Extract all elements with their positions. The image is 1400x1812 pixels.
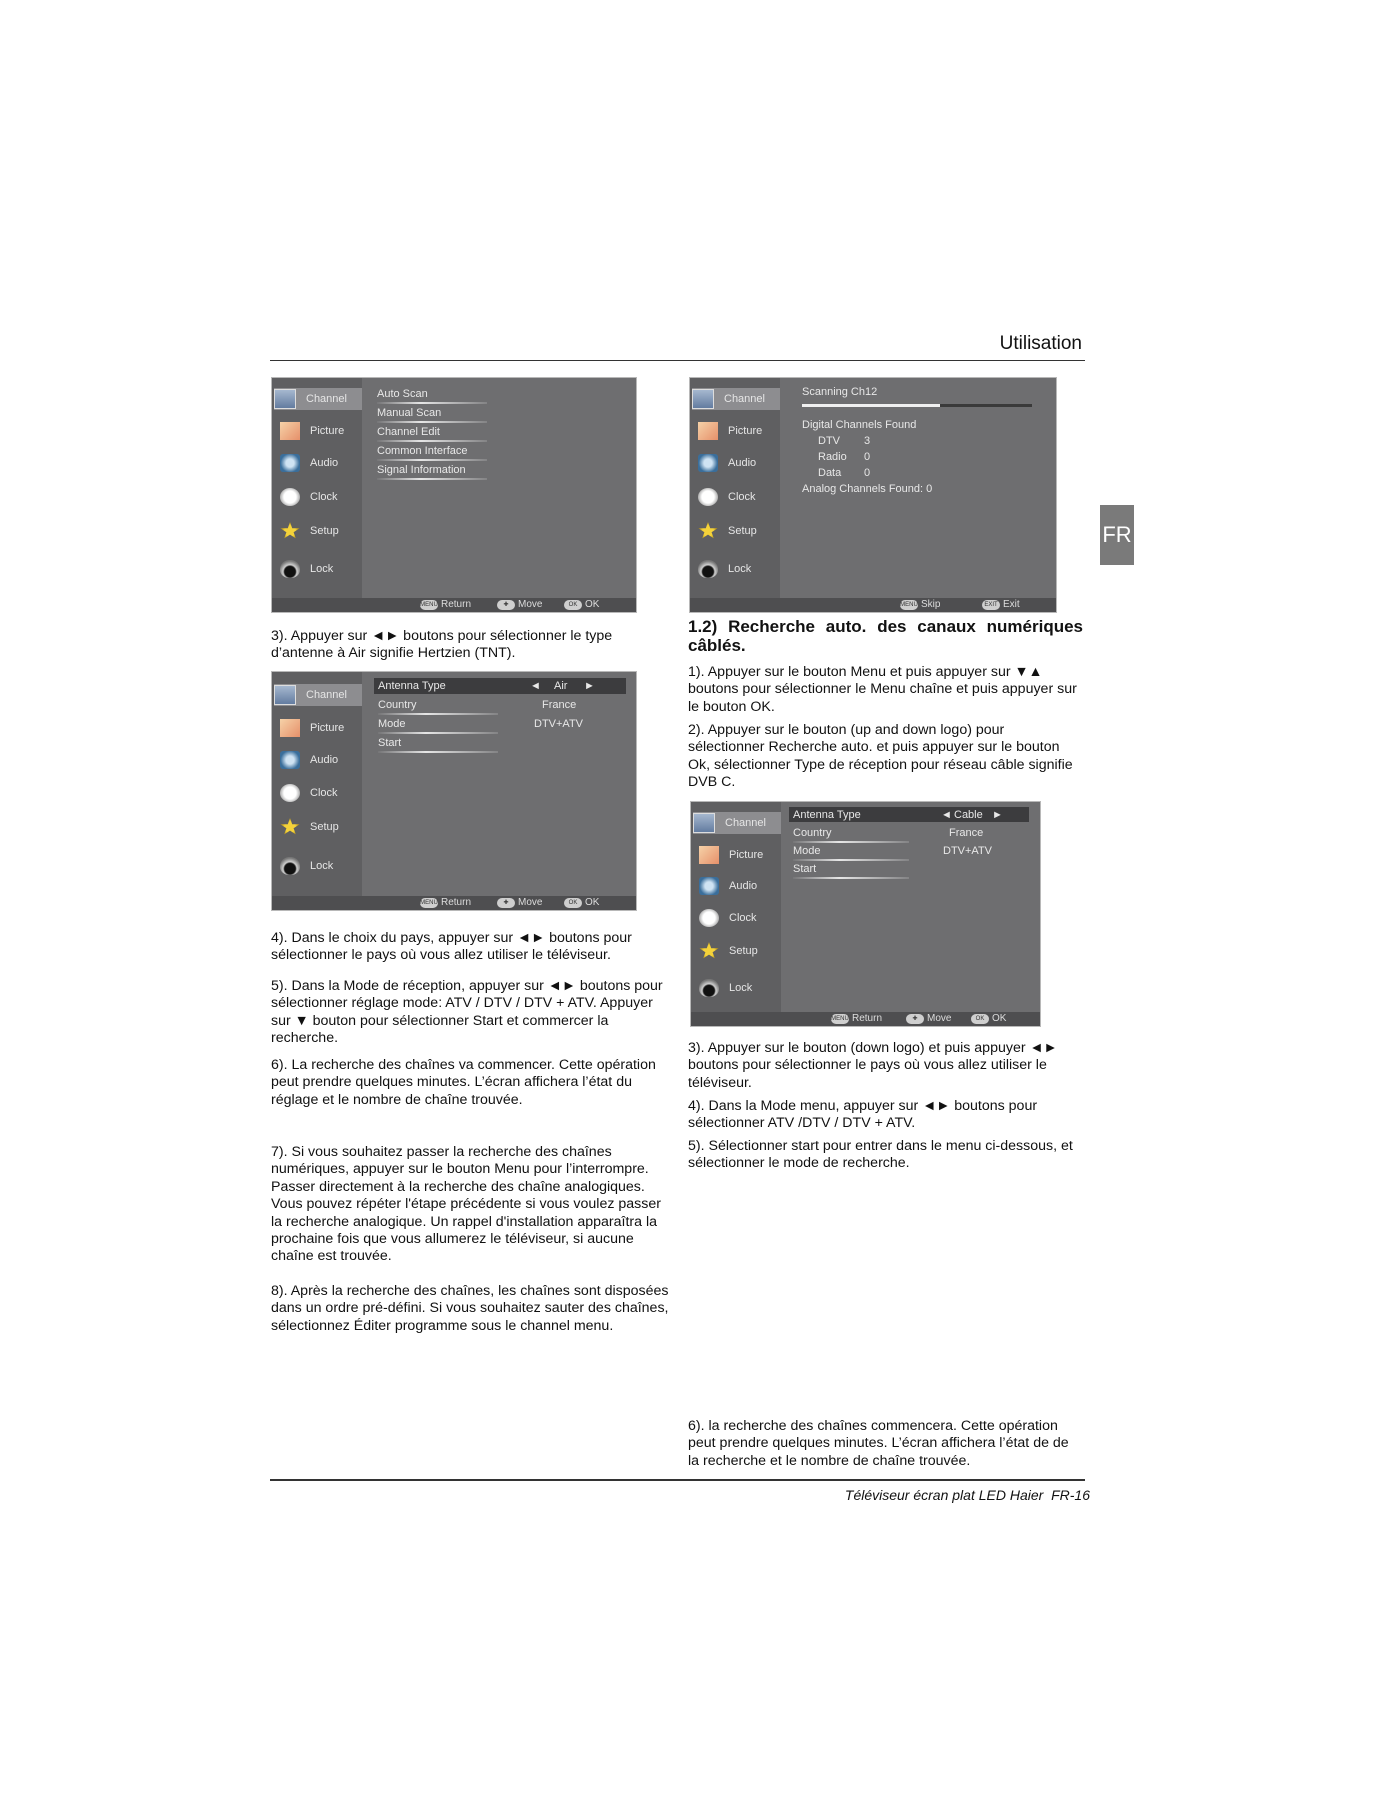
tv-screen-antenna-cable bbox=[690, 801, 1041, 1027]
button-hint-bar bbox=[272, 598, 636, 612]
menu-key-icon: MENU bbox=[420, 601, 438, 608]
sidebar-item-picture[interactable] bbox=[698, 420, 780, 442]
clock-icon bbox=[699, 909, 719, 927]
menu-item-auto-scan[interactable]: Auto Scan bbox=[377, 388, 428, 400]
clock-icon bbox=[698, 488, 718, 506]
sidebar-label: Audio bbox=[729, 880, 758, 892]
tv-screen-antenna-air bbox=[271, 671, 637, 911]
sidebar-item-lock[interactable] bbox=[698, 558, 780, 580]
step-7-skip: 7). Si vous souhaitez passer la recherche des chaînes numériques, appuyer sur le bouton Menu pour l’interrompre. Passer directement à la recherche des chaîne analogiques. Vous pouvez répéter l'étape précédente si vous voulez passer la recherche analogique. Un rappel d'installation apparaîtra la prochaine fois que vous allumerez le téléviseur, si aucune chaîne est trouvée. bbox=[271, 1144, 661, 1265]
lock-icon bbox=[280, 560, 300, 578]
menu-item-manual-scan[interactable]: Manual Scan bbox=[377, 407, 442, 419]
sidebar-item-setup[interactable] bbox=[699, 940, 781, 962]
exit-key-icon: EXIT bbox=[982, 600, 1000, 610]
antenna-type-label: Antenna Type bbox=[378, 680, 446, 692]
sidebar-item-audio[interactable] bbox=[280, 452, 362, 474]
data-label: Data bbox=[818, 467, 842, 479]
lock-icon bbox=[699, 979, 719, 997]
menu-key-icon: MENU bbox=[420, 899, 438, 906]
tv-icon bbox=[274, 685, 296, 705]
sidebar-label: Clock bbox=[729, 912, 757, 924]
tv-icon bbox=[692, 389, 714, 409]
divider bbox=[377, 440, 487, 442]
sidebar-label: Picture bbox=[728, 425, 763, 437]
radio-label: Radio bbox=[818, 451, 847, 463]
sidebar-item-picture[interactable] bbox=[280, 717, 362, 739]
hint-ok: OK OK bbox=[564, 599, 599, 610]
sidebar-label: Audio bbox=[310, 754, 339, 766]
mode-label: Mode bbox=[378, 718, 406, 730]
ok-key-icon: OK bbox=[564, 600, 582, 610]
move-key-icon: ✚ bbox=[497, 898, 515, 908]
divider bbox=[378, 751, 498, 753]
audio-icon bbox=[699, 877, 719, 895]
step-6-search: 6). La recherche des chaînes va commencer. Cette opération peut prendre quelques minutes. L’écran affichera l’état du réglage et le nombre de chaîne trouvée. bbox=[271, 1057, 656, 1108]
sidebar-item-lock[interactable] bbox=[280, 855, 362, 877]
picture-icon bbox=[699, 846, 719, 864]
dtv-count: 3 bbox=[864, 435, 871, 447]
mode-value[interactable]: DTV+ATV bbox=[534, 718, 584, 730]
sidebar-label: Clock bbox=[310, 787, 338, 799]
step-3-country: 3). Appuyer sur le bouton (down logo) et puis appuyer ◄► boutons pour sélectionner le pays où vous allez utiliser le téléviseur. bbox=[688, 1040, 1058, 1091]
analog-channels-found: Analog Channels Found: 0 bbox=[802, 483, 933, 495]
data-count: 0 bbox=[864, 467, 871, 479]
button-hint-bar bbox=[272, 896, 636, 910]
sidebar-label: Setup bbox=[310, 525, 339, 537]
ok-key-icon: OK bbox=[971, 1014, 989, 1024]
arrow-left-icon[interactable]: ◄ bbox=[941, 809, 952, 821]
divider bbox=[377, 402, 487, 404]
move-key-icon: ✚ bbox=[906, 1014, 924, 1024]
menu-sidebar bbox=[272, 672, 362, 896]
menu-sidebar bbox=[272, 378, 362, 598]
sidebar-label: Lock bbox=[310, 563, 334, 575]
picture-icon bbox=[280, 422, 300, 440]
divider bbox=[793, 877, 909, 879]
antenna-type-value[interactable]: Cable bbox=[954, 809, 983, 821]
menu-item-common-interface[interactable]: Common Interface bbox=[377, 445, 468, 457]
sidebar-label: Setup bbox=[728, 525, 757, 537]
sidebar-label: Lock bbox=[728, 563, 752, 575]
step-2-auto: 2). Appuyer sur le bouton (up and down logo) pour sélectionner Recherche auto. et puis appuyer sur le bouton Ok, sélectionner Type de réception pour réseau câble signifie DVB C. bbox=[688, 722, 1073, 791]
sidebar-label: Clock bbox=[310, 491, 338, 503]
menu-key-icon: MENU bbox=[831, 1015, 849, 1022]
tv-screen-channel-menu bbox=[271, 377, 637, 613]
hint-exit: EXIT Exit bbox=[982, 599, 1020, 610]
move-key-icon: ✚ bbox=[497, 600, 515, 610]
sidebar-item-setup[interactable] bbox=[280, 520, 362, 542]
country-value[interactable]: France bbox=[542, 699, 577, 711]
divider bbox=[377, 459, 487, 461]
sidebar-item-channel[interactable] bbox=[274, 684, 362, 706]
clock-icon bbox=[280, 488, 300, 506]
setup-star-icon bbox=[280, 818, 300, 836]
arrow-left-icon[interactable]: ◄ bbox=[530, 680, 541, 692]
button-hint-bar bbox=[690, 598, 1056, 612]
country-label: Country bbox=[378, 699, 417, 711]
antenna-type-label: Antenna Type bbox=[793, 809, 861, 821]
sidebar-label: Picture bbox=[729, 849, 764, 861]
hint-move: ✚ Move bbox=[497, 599, 542, 610]
divider bbox=[793, 859, 909, 861]
sidebar-item-channel[interactable] bbox=[692, 388, 780, 410]
sidebar-item-clock[interactable] bbox=[698, 486, 780, 508]
lock-icon bbox=[280, 857, 300, 875]
sidebar-label: Audio bbox=[728, 457, 757, 469]
sidebar-item-clock[interactable] bbox=[699, 907, 781, 929]
start-item[interactable]: Start bbox=[793, 863, 817, 875]
tv-icon bbox=[274, 389, 296, 409]
section-header: Utilisation bbox=[999, 333, 1082, 354]
sidebar-label: Lock bbox=[729, 982, 753, 994]
sidebar-label: Audio bbox=[310, 457, 339, 469]
step-5-start: 5). Sélectionner start pour entrer dans le menu ci-dessous, et sélectionner le mode de recherche. bbox=[688, 1138, 1073, 1172]
header-rule bbox=[270, 360, 1085, 361]
step-1-menu: 1). Appuyer sur le bouton Menu et puis appuyer sur ▼▲ boutons pour sélectionner le Menu chaîne et puis appuyer sur le bouton OK. bbox=[688, 664, 1077, 715]
menu-sidebar bbox=[691, 802, 781, 1012]
setup-star-icon bbox=[699, 942, 719, 960]
hint-return: MENU Return bbox=[420, 897, 472, 908]
sidebar-item-setup[interactable] bbox=[698, 520, 780, 542]
picture-icon bbox=[698, 422, 718, 440]
lock-icon bbox=[698, 560, 718, 578]
sidebar-item-picture[interactable] bbox=[280, 420, 362, 442]
hint-return: MENU Return bbox=[420, 599, 472, 610]
audio-icon bbox=[280, 751, 300, 769]
divider bbox=[377, 421, 487, 423]
scan-progress-track bbox=[802, 404, 1032, 407]
menu-sidebar bbox=[690, 378, 780, 598]
footer-rule bbox=[270, 1479, 1085, 1481]
country-label: Country bbox=[793, 827, 832, 839]
tv-screen-scanning bbox=[689, 377, 1057, 613]
sidebar-label: Picture bbox=[310, 425, 345, 437]
page-footer: Téléviseur écran plat LED Haier FR-16 bbox=[844, 1487, 1090, 1503]
sidebar-label: Setup bbox=[729, 945, 758, 957]
sidebar-item-clock[interactable] bbox=[280, 486, 362, 508]
menu-key-icon: MENU bbox=[900, 601, 918, 608]
clock-icon bbox=[280, 784, 300, 802]
language-tab: FR bbox=[1100, 505, 1134, 565]
sidebar-item-setup[interactable] bbox=[280, 816, 362, 838]
hint-skip: MENU Skip bbox=[900, 599, 941, 610]
audio-icon bbox=[698, 454, 718, 472]
arrow-right-icon[interactable]: ► bbox=[992, 809, 1003, 821]
scan-progress-fill bbox=[802, 404, 940, 407]
sidebar-item-audio[interactable] bbox=[280, 749, 362, 771]
sidebar-item-clock[interactable] bbox=[280, 782, 362, 804]
ok-key-icon: OK bbox=[564, 898, 582, 908]
sidebar-label: Picture bbox=[310, 722, 345, 734]
sidebar-label: Channel bbox=[725, 817, 766, 829]
section-title-cable: 1.2) Recherche auto. des canaux numériques câblés. bbox=[688, 617, 1083, 655]
audio-icon bbox=[280, 454, 300, 472]
step-8-after: 8). Après la recherche des chaînes, les chaînes sont disposées dans un ordre pré-défini. Si vous souhaitez sauter des chaînes, sélectionnez Éditer programme sous le channel menu. bbox=[271, 1283, 669, 1334]
divider bbox=[377, 478, 487, 480]
country-value[interactable]: France bbox=[949, 827, 984, 839]
mode-label: Mode bbox=[793, 845, 821, 857]
hint-move: ✚ Move bbox=[906, 1013, 951, 1024]
sidebar-label: Clock bbox=[728, 491, 756, 503]
step-5-mode: 5). Dans la Mode de réception, appuyer sur ◄► boutons pour sélectionner réglage mode: ATV / DTV / DTV + ATV. Appuyer sur ▼ bouton pour sélectionner Start et commercer la recherche. bbox=[271, 978, 663, 1047]
tv-icon bbox=[693, 813, 715, 833]
sidebar-item-picture[interactable] bbox=[699, 844, 781, 866]
sidebar-label: Setup bbox=[310, 821, 339, 833]
radio-count: 0 bbox=[864, 451, 871, 463]
digital-channels-found: Digital Channels Found bbox=[802, 419, 917, 431]
sidebar-label: Channel bbox=[724, 393, 765, 405]
menu-item-signal-information[interactable]: Signal Information bbox=[377, 464, 466, 476]
antenna-type-value[interactable]: Air bbox=[554, 680, 568, 692]
divider bbox=[793, 841, 909, 843]
setup-star-icon bbox=[698, 522, 718, 540]
hint-ok: OK OK bbox=[971, 1013, 1006, 1024]
sidebar-item-lock[interactable] bbox=[699, 977, 781, 999]
sidebar-label: Channel bbox=[306, 393, 347, 405]
step-4-mode: 4). Dans la Mode menu, appuyer sur ◄► boutons pour sélectionner ATV /DTV / DTV + ATV. bbox=[688, 1098, 1038, 1132]
hint-return: MENU Return bbox=[831, 1013, 883, 1024]
menu-item-channel-edit[interactable]: Channel Edit bbox=[377, 426, 440, 438]
step-3-air: 3). Appuyer sur ◄► boutons pour sélectionner le type d’antenne à Air signifie Hertzien (TNT). bbox=[271, 628, 613, 662]
picture-icon bbox=[280, 719, 300, 737]
start-item[interactable]: Start bbox=[378, 737, 402, 749]
dtv-label: DTV bbox=[818, 435, 840, 447]
step-4-country: 4). Dans le choix du pays, appuyer sur ◄► boutons pour sélectionner le pays où vous allez utiliser le téléviseur. bbox=[271, 930, 632, 964]
divider bbox=[378, 713, 498, 715]
setup-star-icon bbox=[280, 522, 300, 540]
hint-move: ✚ Move bbox=[497, 897, 542, 908]
sidebar-item-audio[interactable] bbox=[699, 875, 781, 897]
sidebar-item-audio[interactable] bbox=[698, 452, 780, 474]
sidebar-label: Channel bbox=[306, 689, 347, 701]
sidebar-item-lock[interactable] bbox=[280, 558, 362, 580]
scanning-status: Scanning Ch12 bbox=[802, 386, 878, 398]
mode-value[interactable]: DTV+ATV bbox=[943, 845, 993, 857]
button-hint-bar bbox=[691, 1012, 1040, 1026]
sidebar-item-channel[interactable] bbox=[274, 388, 362, 410]
sidebar-item-channel[interactable] bbox=[693, 812, 781, 834]
hint-ok: OK OK bbox=[564, 897, 599, 908]
arrow-right-icon[interactable]: ► bbox=[584, 680, 595, 692]
divider bbox=[378, 732, 498, 734]
step-6-begin: 6). la recherche des chaînes commencera. Cette opération peut prendre quelques minutes. L’écran affichera l’état de de la recherche et le nombre de chaîne trouvée. bbox=[688, 1418, 1069, 1469]
sidebar-label: Lock bbox=[310, 860, 334, 872]
